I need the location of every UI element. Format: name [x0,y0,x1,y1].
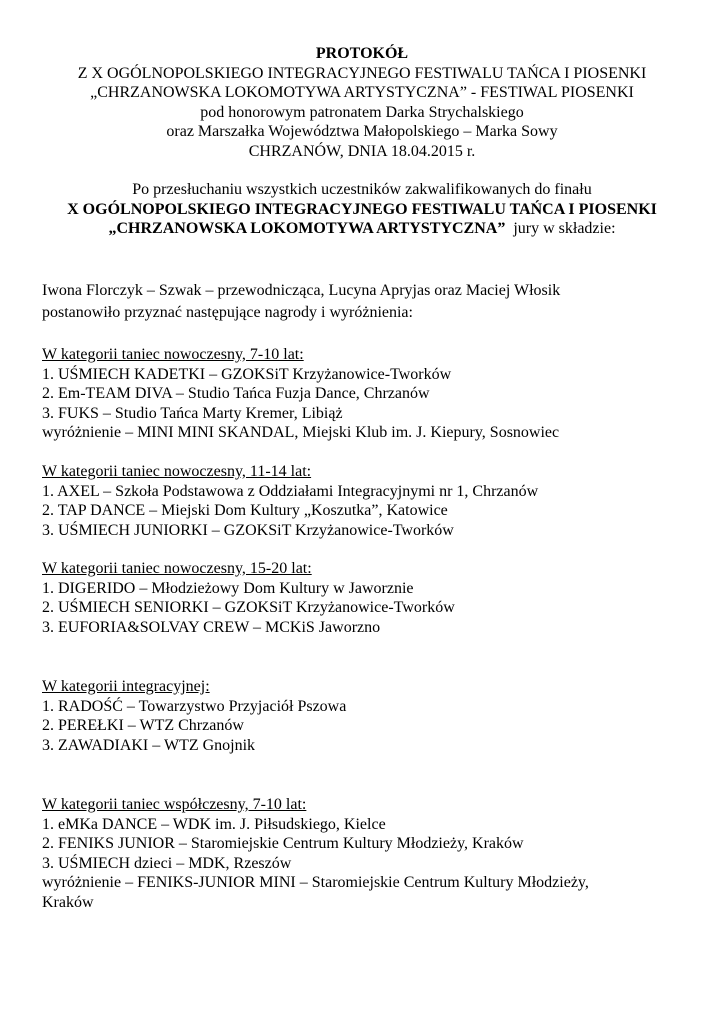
award-item: 1. DIGERIDO – Młodzieżowy Dom Kultury w Jaworznie [42,579,414,597]
award-item: 2. Em-TEAM DIVA – Studio Tańca Fuzja Dance, Chrzanów [42,385,430,402]
award-item: 2. FENIKS JUNIOR – Staromiejskie Centrum Kultury Młodzieży, Kraków [42,835,524,852]
intro-line-2: X OGÓLNOPOLSKIEGO INTEGRACYJNEGO FESTIWALU TAŃCA I PIOSENKI [67,200,657,218]
award-item: 3. UŚMIECH dzieci – MDK, Rzeszów [42,854,292,872]
award-item: 3. ZAWADIAKI – WTZ Gnojnik [42,736,256,754]
category-title: W kategorii taniec nowoczesny, 15-20 lat: [42,560,312,577]
award-item: wyróżnienie – FENIKS-JUNIOR MINI – Staromiejskie Centrum Kultury Młodzieży, [42,874,589,891]
jury-line-1: Iwona Florczyk – Szwak – przewodnicząca, Lucyna Apryjas oraz Maciej Włosik [42,282,561,299]
patronage-marshal-line: oraz Marszałka Województwa Małopolskiego – Marka Sowy [166,123,558,140]
patronage-line: pod honorowym patronatem Darka Strychalskiego [200,103,524,121]
festival-name-line: Z X OGÓLNOPOLSKIEGO INTEGRACYJNEGO FESTIWALU TAŃCA I PIOSENKI [77,64,647,82]
award-item-continuation: Kraków [42,893,94,911]
place-date-line: CHRZANÓW, DNIA 18.04.2015 r. [248,142,476,160]
jury-paragraph [42,280,692,323]
award-item: 2. TAP DANCE – Miejski Dom Kultury „Koszutka”, Katowice [42,502,448,519]
intro-line-1: Po przesłuchaniu wszystkich uczestników zakwalifikowanych do finału [132,181,592,198]
award-item: 3. EUFORIA&SOLVAY CREW – MCKiS Jaworzno [42,618,381,636]
award-item: 3. UŚMIECH JUNIORKI – GZOKSiT Krzyżanowice-Tworków [42,521,454,539]
document-title: PROTOKÓŁ [315,45,409,62]
award-item: 2. PEREŁKI – WTZ Chrzanów [42,717,244,734]
category-section [42,677,702,755]
category-title: W kategorii taniec współczesny, 7-10 lat: [42,796,307,813]
category-title: W kategorii integracyjnej: [42,678,210,695]
award-item: 1. eMKa DANCE – WDK im. J. Piłsudskiego, Kielce [42,815,386,833]
intro-line-3-rest: jury w składzie: [513,220,616,237]
award-item: 2. UŚMIECH SENIORKI – GZOKSiT Krzyżanowice-Tworków [42,599,455,616]
intro-line-3 [0,219,724,239]
category-title: W kategorii taniec nowoczesny, 7-10 lat: [42,346,304,363]
award-item: 1. AXEL – Szkoła Podstawowa z Oddziałami Integracyjnymi nr 1, Chrzanów [42,482,539,500]
intro-paragraph [0,180,724,239]
jury-line-2: postanowiło przyznać następujące nagrody i wyróżnienia: [42,303,413,321]
award-item: 3. FUKS – Studio Tańca Marty Kremer, Libiąż [42,404,343,422]
award-item: 1. RADOŚĆ – Towarzystwo Przyjaciół Pszowa [42,697,347,715]
category-title: W kategorii taniec nowoczesny, 11-14 lat: [42,463,312,480]
festival-subtitle-line: „CHRZANOWSKA LOKOMOTYWA ARTYSTYCZNA” - FESTIWAL PIOSENKI [90,84,634,101]
category-section [42,795,702,912]
category-section [42,559,702,637]
intro-line-3-bold: „CHRZANOWSKA LOKOMOTYWA ARTYSTYCZNA” [108,220,506,237]
award-item: wyróżnienie – MINI MINI SKANDAL, Miejski Klub im. J. Kiepury, Sosnowiec [42,424,560,441]
category-section [42,462,702,540]
award-item: 1. UŚMIECH KADETKI – GZOKSiT Krzyżanowice-Tworków [42,365,452,383]
category-section [42,345,702,443]
document-header [0,44,724,161]
